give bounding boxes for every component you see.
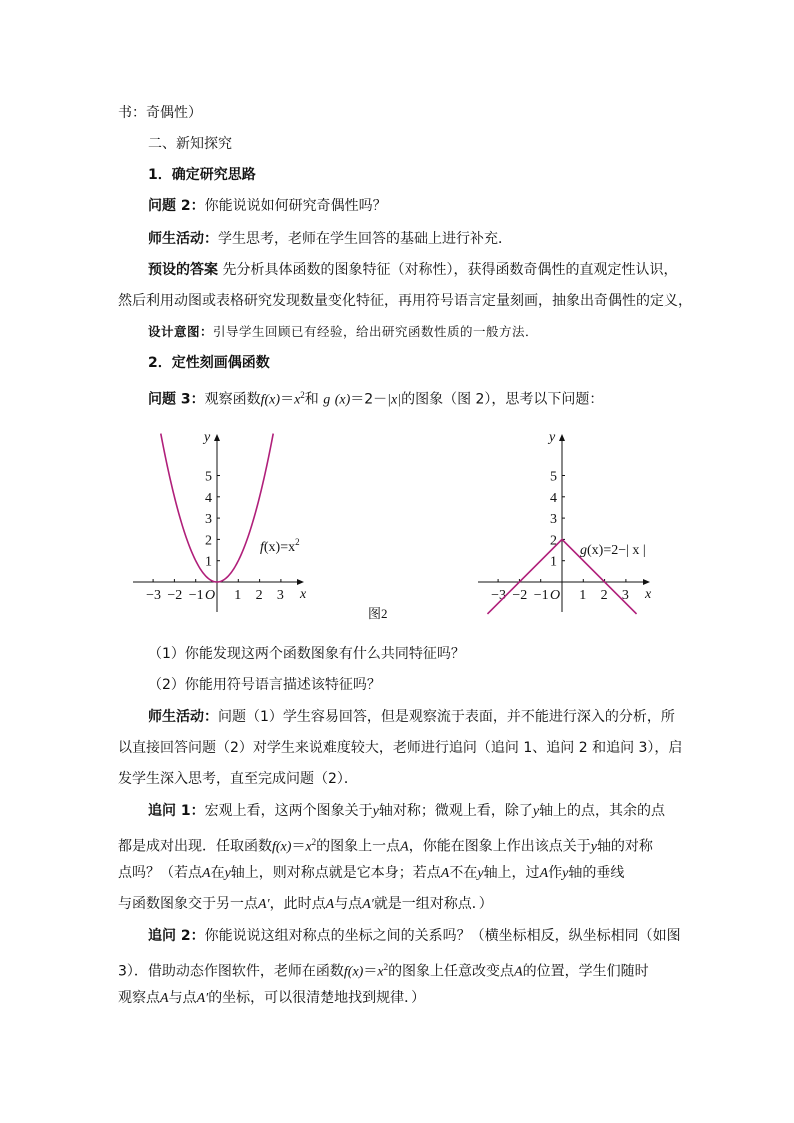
- fu1-A2: A: [440, 866, 450, 881]
- fu1-l3a: 点吗？（若点: [118, 865, 202, 881]
- fu2-sup: 2: [383, 962, 389, 972]
- activity-1-text: 学生思考，老师在学生回答的基础上进行补充．: [218, 231, 512, 247]
- g1-ytick-label-4: 5: [205, 469, 212, 485]
- followup-1-line-2: [118, 833, 653, 857]
- fu2-l2c: 的位置，学生们随时: [522, 963, 649, 980]
- figure-caption: 图2: [368, 606, 388, 621]
- fu2-l2a: 3）．借助动态作图软件，老师在函数: [118, 963, 344, 980]
- design-intent-label: 设计意图：: [148, 324, 214, 339]
- fu1-l3c: 轴上，则对称点就是它本身；若点: [230, 865, 441, 881]
- activity-2-line-2: 以直接回答问题（2）对学生来说难度较大，老师进行追问（追问 1、追问 2 和追问 3），启: [118, 740, 683, 756]
- fu1-fx: (x): [275, 839, 292, 855]
- graph1-x-arrow: [297, 579, 304, 585]
- g1-xtick-label-4: 2: [255, 588, 263, 603]
- followup-2-line-2: [118, 958, 649, 982]
- followup-2-line-1: [148, 927, 681, 945]
- fu1-l3d: 不在: [449, 865, 478, 881]
- g2-xtick-label-2: −1: [533, 588, 549, 603]
- q3-fx: (x): [264, 392, 281, 408]
- followup-1-line-4: [118, 895, 493, 914]
- fu1-l1c: 轴上的点，其余的点: [539, 803, 666, 819]
- q3-g-rest: ＝2－: [350, 391, 388, 408]
- graph1-y-label: y: [204, 430, 211, 445]
- graph1-function-label: $f(x)=x^2$: [260, 537, 300, 555]
- followup-2-label: 追问 2：: [148, 928, 205, 944]
- q3-gx: (x): [334, 392, 351, 408]
- q3-eq: ＝: [280, 391, 295, 408]
- graph2-origin-label: O: [550, 588, 561, 603]
- activity-2-text-1: 问题（1）学生容易回答，但是观察流于表面，并不能进行深入的分析，所: [218, 709, 675, 725]
- g1-xtick-label-0: −3: [146, 588, 162, 603]
- sub-question-1: （1）你能发现这两个函数图象有什么共同特征吗？: [148, 646, 465, 662]
- g1-ytick-label-0: 1: [205, 554, 212, 570]
- fu2-l3a: 观察点: [118, 990, 160, 1006]
- g2-ytick-label-2: 3: [550, 512, 557, 528]
- g2-xtick-label-5: 3: [621, 588, 629, 603]
- q3-and: 和: [304, 391, 319, 408]
- g2-xtick-label-1: −2: [512, 588, 528, 603]
- fu1-eq: ＝: [291, 838, 306, 855]
- fu1-l1b: 轴对称；微观上看，除了: [378, 803, 533, 819]
- q3-x: x: [294, 392, 301, 408]
- fu1-Ap: A′: [258, 897, 270, 912]
- fu1-l3-y1: y: [224, 866, 231, 881]
- graph1-x-label: x: [300, 587, 307, 602]
- design-intent-text: 引导学生回顾已有经验，给出研究函数性质的一般方法．: [213, 324, 539, 339]
- fu1-sup: 2: [311, 837, 317, 847]
- g2-ytick-label-4: 5: [550, 469, 557, 485]
- question-2-label: 问题 2：: [148, 198, 205, 214]
- g1-ytick-label-1: 2: [205, 533, 212, 549]
- fu1-l4c: 与点: [334, 896, 363, 912]
- fu1-l3f: 作: [548, 865, 563, 881]
- g1-ytick-label-2: 3: [205, 512, 212, 528]
- q3-sup: 2: [300, 390, 305, 400]
- fu2-l3b: 与点: [168, 990, 197, 1006]
- question-2-text: 你能说说如何研究奇偶性吗？: [204, 198, 387, 214]
- preset-answer-text-1: 先分析具体函数的图象特征（对称性），获得函数奇偶性的直观定性认识，: [222, 262, 678, 278]
- fu2-eq: ＝: [363, 963, 378, 980]
- subheading-even-function: 2．定性刻画偶函数: [148, 355, 270, 371]
- activity-2-line-1: [148, 708, 675, 726]
- preset-answer-line-2: 然后利用动图或表格研究发现数量变化特征，再用符号语言定量刻画，抽象出奇偶性的定义，: [118, 293, 692, 309]
- preset-answer-label: 预设的答案: [148, 262, 218, 278]
- fu1-Ap2: A′: [362, 897, 374, 912]
- fu1-l4b: ，此时点: [269, 896, 326, 912]
- activity-1-label: 师生活动：: [148, 231, 218, 247]
- g2-xtick-label-4: 2: [600, 588, 608, 603]
- section-heading-new-knowledge: 二、新知探究: [148, 136, 232, 152]
- graph1-origin-label: O: [205, 588, 216, 603]
- fu2-f: f: [343, 964, 348, 980]
- fu1-l4d: 就是一组对称点．）: [373, 896, 493, 912]
- q3-text: 观察函数: [204, 391, 261, 408]
- fu1-l3-y2: y: [477, 866, 484, 881]
- g1-xtick-label-5: 3: [276, 588, 284, 603]
- fu2-fx: (x): [347, 964, 364, 980]
- g1-ytick-label-3: 4: [205, 490, 212, 506]
- fu2-l3c: 的坐标，可以很清楚地找到规律．）: [208, 990, 426, 1006]
- g1-xtick-label-2: −1: [188, 588, 204, 603]
- graph2-function-label: g(x)=2−| x |: [580, 543, 646, 558]
- fu1-y1: y: [372, 804, 379, 819]
- graph2-x-label: x: [645, 587, 652, 602]
- fu1-l2c: ，你能在图象上作出该点关于: [408, 838, 591, 855]
- fu1-l2a: 都是成对出现．任取函数: [118, 838, 272, 855]
- followup-1-line-1: [148, 802, 665, 821]
- sub-question-2: （2）你能用符号语言描述该特征吗？: [148, 677, 381, 693]
- followup-1-label: 追问 1：: [148, 803, 205, 819]
- g1-xtick-label-1: −2: [167, 588, 183, 603]
- graph2-x-arrow: [643, 579, 650, 585]
- fu1-y: y: [590, 839, 597, 855]
- activity-2-line-3: 发学生深入思考，直至完成问题（2）．: [118, 771, 358, 787]
- graph-g-abs: [478, 430, 652, 614]
- fu1-l4-A: A: [325, 897, 335, 912]
- subheading-research-approach: 1．确定研究思路: [148, 167, 256, 183]
- followup-1-line-3: [118, 864, 624, 883]
- fu2-A: A: [514, 964, 523, 980]
- fu1-l2d: 轴的对称: [596, 838, 653, 855]
- question-3-label: 问题 3：: [148, 391, 205, 408]
- fu1-l3e: 轴上，过: [483, 865, 540, 881]
- activity-2-label: 师生活动：: [148, 709, 218, 725]
- fu1-l4a: 与函数图象交于另一点: [118, 896, 258, 912]
- q3-abs-x: |x|: [387, 392, 402, 408]
- fu1-l2b: 的图象上一点: [316, 838, 401, 855]
- fu2-l1: 你能说说这组对称点的坐标之间的关系吗？（横坐标相反，纵坐标相同（如图: [204, 928, 681, 944]
- g2-ytick-label-1: 2: [550, 533, 557, 549]
- g2-xtick-label-0: −3: [491, 588, 507, 603]
- graph-f-x-squared: [133, 430, 307, 612]
- fu2-xb: x: [377, 964, 384, 980]
- fu1-xb: x: [305, 839, 312, 855]
- fu1-A3: A: [539, 866, 549, 881]
- followup-2-line-3: [118, 989, 425, 1008]
- q3-g: g: [323, 392, 331, 408]
- fu1-y2: y: [532, 804, 540, 819]
- g2-ytick-label-3: 4: [550, 490, 557, 506]
- fu1-A: A: [400, 839, 409, 855]
- chapter-reference: 书：奇偶性）: [118, 105, 202, 121]
- graph1-y-arrow: [214, 434, 220, 441]
- graph2-y-label: y: [549, 430, 556, 445]
- fu1-A1: A: [202, 866, 211, 881]
- graph2-y-arrow: [559, 434, 565, 441]
- fu1-l1a: 宏观上看，这两个图象关于: [204, 803, 373, 819]
- fu2-l2b: 的图象上任意改变点: [388, 963, 515, 980]
- fu2-l3-A: A: [160, 991, 169, 1006]
- g2-xtick-label-3: 1: [579, 588, 587, 603]
- fu1-f: f: [272, 839, 276, 855]
- fu1-l3-y3: y: [562, 866, 569, 881]
- fu2-Ap: A′: [196, 991, 209, 1006]
- fu1-l3g: 轴的垂线: [568, 865, 625, 881]
- g1-xtick-label-3: 1: [234, 588, 242, 603]
- q3-f: f: [260, 392, 265, 408]
- g2-ytick-label-0: 1: [550, 554, 557, 570]
- q3-post: 的图象（图 2），思考以下问题：: [401, 391, 604, 408]
- fu1-l3b: 在: [210, 865, 225, 881]
